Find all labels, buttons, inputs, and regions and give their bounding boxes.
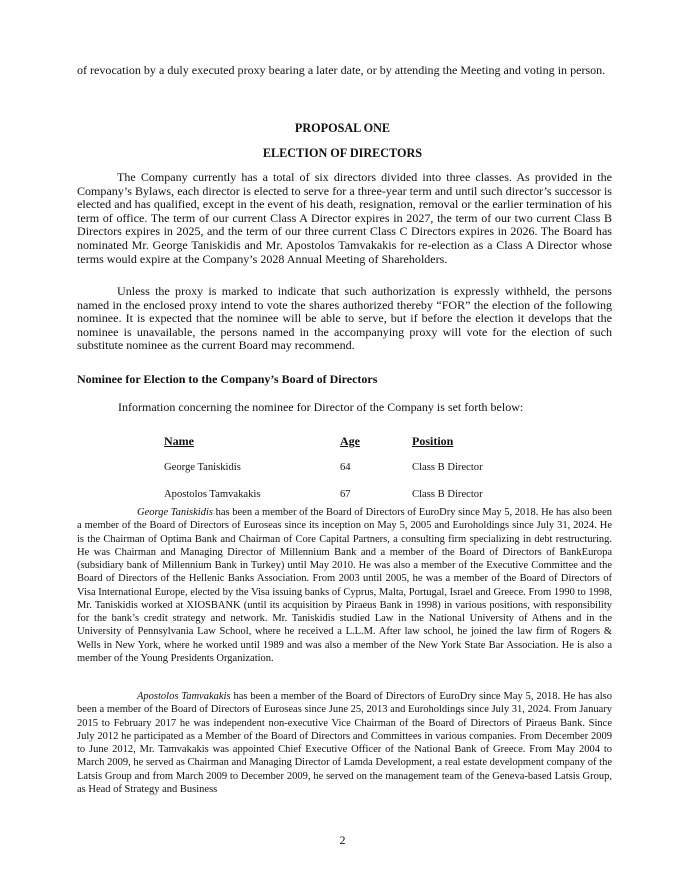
bio-paragraph-taniskidis	[77, 506, 612, 665]
election-heading: ELECTION OF DIRECTORS	[262, 146, 423, 160]
continuation-paragraph: of revocation by a duly executed proxy bearing a later date, or by attending the Meeting and voting in person.	[77, 63, 606, 77]
table-cell-name: George Taniskidis	[164, 462, 241, 473]
table-cell-name: Apostolos Tamvakakis	[164, 489, 261, 500]
bio-paragraph-tamvakakis	[77, 690, 612, 796]
bio-text-taniskidis: has been a member of the Board of Directors of EuroDry since May 5, 2018. He has also been a member of the Board of Directors of Euroseas since its inception on May 5, 2005 and Euroholdings since July 31, 2024. He is the Chairman of Optima Bank and Chairman of Core Capital Partners, a consulting firm specializing in debt restructuring. He was Chairman and Managing Director of Millennium Bank and a member of the Board of Directors of BankEuropa (subsidiary bank of Millennium Bank in Turkey) until May 2010. He was also a member of the Executive Committee and the Board of Directors of the Hellenic Banks Association. From 2003 until 2005, he was a member of the Board of Directors of Visa International Europe, elected by the Visa issuing banks of Cyprus, Malta, Portugal, Israel and Greece. From 1990 to 1998, Mr. Taniskidis worked at XIOSBANK (until its acquisition by Piraeus Bank in 1998) in various positions, with responsibility for the bank’s credit strategy and network. Mr. Taniskidis studied Law in the National University of Athens and in the University of Pennsylvania Law School, where he received a L.L.M. After law school, he joined the law firm of Rogers & Wells in New York, where he worked until 1989 and was also a member of the New York State Bar Association. He is also a member of the Young Presidents Organization.	[77, 507, 612, 664]
page-number: 2	[339, 833, 346, 847]
bio-name-tamvakakis: Apostolos Tamvakakis	[137, 691, 231, 702]
table-header-position: Position	[412, 434, 454, 448]
table-cell-age: 67	[340, 489, 351, 500]
proposal-heading: PROPOSAL ONE	[294, 121, 391, 135]
classes-paragraph: The Company currently has a total of six directors divided into three classes. As provided in the Company’s Bylaws, each director is elected to serve for a three-year term and until such director’s successor is elected and has qualified, except in the event of his death, resignation, removal or the earlier termination of his term of office. The term of our current Class A Director expires in 2027, the term of our two current Class B Directors expires in 2025, and the term of our three current Class C Directors expires in 2026. The Board has nominated Mr. George Taniskidis and Mr. Apostolos Tamvakakis for re-election as a Class A Director whose terms would expire at the Company’s 2028 Annual Meeting of Shareholders.	[77, 170, 612, 266]
bio-text-tamvakakis: has been a member of the Board of Directors of EuroDry since May 5, 2018. He has also been a member of the Board of Directors of Euroseas since June 25, 2013 and Euroholdings since July 31, 2024. From January 2015 to February 2017 he was independent non-executive Vice Chairman of the Board of Directors of Piraeus Bank. Since July 2012 he participated as a Member of the Board of Directors and Committees in various companies. From December 2009 to June 2012, Mr. Tamvakakis was appointed Chief Executive Officer of the National Bank of Greece. From May 2004 to March 2009, he served as Chairman and Managing Director of Lamda Development, a real estate development company of the Latsis Group and from March 2009 to December 2009, he served on the management team of the Geneva-based Latsis Group, as Head of Strategy and Business	[77, 691, 612, 795]
proxy-paragraph: Unless the proxy is marked to indicate that such authorization is expressly withheld, the persons named in the enclosed proxy intend to vote the shares authorized thereby “FOR” the election of the following nominee. It is expected that the nominee will be able to serve, but if before the election it develops that the nominee is unavailable, the persons named in the accompanying proxy will vote for the election of such substitute nominee as the current Board may recommend.	[77, 284, 612, 353]
table-header-age: Age	[340, 434, 360, 448]
table-cell-position: Class B Director	[412, 462, 483, 473]
nominee-intro-text: Information concerning the nominee for Director of the Company is set forth below:	[118, 400, 524, 414]
table-cell-position: Class B Director	[412, 489, 483, 500]
table-cell-age: 64	[340, 462, 351, 473]
bio-name-taniskidis: George Taniskidis	[137, 507, 213, 518]
table-header-name: Name	[164, 434, 194, 448]
nominee-section-heading: Nominee for Election to the Company’s Board of Directors	[77, 372, 378, 386]
